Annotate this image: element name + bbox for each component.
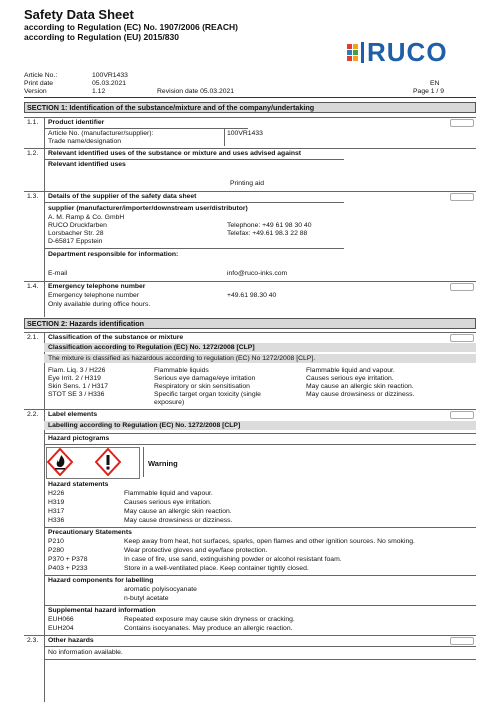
address-line-4: D-65817 Eppstein (48, 238, 103, 245)
class-code-4: STOT SE 3 / H336 (48, 391, 105, 398)
language-code: EN (430, 80, 440, 87)
revision-date: Revision date 05.03.2021 (157, 88, 235, 95)
subsection-2-3-number: 2.3. (27, 637, 39, 644)
hazard-code-1: H226 (48, 490, 65, 497)
class-category-4-continued: exposure) (154, 399, 185, 406)
class-category-3: Respiratory or skin sensitisation (154, 383, 250, 390)
class-category-2: Serious eye damage/eye irritation (154, 375, 256, 382)
precaution-code-2: P280 (48, 547, 64, 554)
logo-square-2 (353, 44, 358, 49)
precautionary-label: Precautionary Statements (48, 529, 132, 536)
class-statement-4: May cause drowsiness or dizziness. (306, 391, 415, 398)
checkbox-2-1 (450, 334, 474, 342)
ruco-logo (347, 39, 477, 65)
address-line-3: Lorsbacher Str. 28 (48, 230, 104, 237)
precaution-code-1: P210 (48, 538, 64, 545)
supplier-details-heading: Details of the supplier of the safety data sheet (48, 193, 197, 200)
components-label: Hazard components for labelling (48, 577, 154, 584)
hazard-text-4: May cause drowsiness or dizziness. (124, 517, 233, 524)
classification-heading: Classification of the substance or mixture (48, 334, 184, 341)
hazard-statements-label: Hazard statements (48, 481, 109, 488)
component-1: aromatic polyisocyanate (124, 586, 197, 593)
precaution-text-3: In case of fire, use sand, extinguishing powder or alcohol resistant foam. (124, 556, 342, 563)
office-hours-note: Only available during office hours. (48, 301, 151, 308)
subsection-1-3-number: 1.3. (27, 193, 39, 200)
class-category-4: Specific target organ toxicity (single (154, 391, 261, 398)
version-label: Version (24, 88, 47, 95)
relevant-uses-value: Printing aid (230, 180, 265, 187)
trade-name-label: Trade name/designation (48, 138, 122, 145)
section1-heading: SECTION 1: Identification of the substance/mixture and of the company/undertaking (24, 102, 476, 113)
hazard-text-2: Causes serious eye irritation. (124, 499, 212, 506)
article-label: Article No.: (24, 72, 58, 79)
hazard-code-3: H317 (48, 508, 65, 515)
logo-square-6 (353, 56, 358, 61)
precaution-text-2: Wear protective gloves and eye/face protection. (124, 547, 268, 554)
header-rule (24, 97, 476, 98)
email-value: info@ruco-inks.com (227, 270, 288, 277)
department-label: Department responsible for information: (48, 251, 179, 258)
flame-pictogram-icon (47, 448, 73, 476)
section2-heading: SECTION 2: Hazards identification (24, 318, 476, 329)
subsection-2-1-number: 2.1. (27, 334, 39, 341)
article-no-value: 100VR1433 (227, 130, 263, 137)
class-statement-1: Flammable liquid and vapour. (306, 367, 395, 374)
regulation-reach: according to Regulation (EC) No. 1907/2006 (REACH) (24, 22, 238, 32)
hazard-text-1: Flammable liquid and vapour. (124, 490, 213, 497)
address-line-1: A. M. Ramp & Co. GmbH (48, 214, 125, 221)
emergency-value: +49.61 98.30 40 (227, 292, 277, 299)
supplemental-code-2: EUH204 (48, 625, 74, 632)
labelling-clp-label: Labelling according to Regulation (EC) No. 1272/2008 [CLP] (48, 422, 241, 429)
logo-text: RUCO (367, 37, 448, 67)
checkbox-1-1 (450, 119, 474, 127)
class-statement-2: Causes serious eye irritation. (306, 375, 394, 382)
print-date-value: 05.03.2021 (92, 80, 127, 87)
other-hazards-value: No information available. (48, 649, 123, 656)
email-label: E-mail (48, 270, 68, 277)
emergency-heading: Emergency telephone number (48, 283, 146, 290)
clp-classification-label: Classification according to Regulation (EC) No. 1272/2008 [CLP] (48, 344, 255, 351)
hazard-code-2: H319 (48, 499, 65, 506)
telefax: Telefax: +49.61 98.3 22 88 (227, 230, 308, 237)
logo-square-1 (347, 44, 352, 49)
supplemental-label: Supplemental hazard information (48, 607, 156, 614)
address-line-2: RUCO Druckfarben (48, 222, 107, 229)
emergency-label: Emergency telephone number (48, 292, 140, 299)
exclamation-pictogram-icon (95, 448, 121, 476)
supplemental-text-2: Contains isocyanates. May produce an allergic reaction. (124, 625, 293, 632)
supplemental-code-1: EUH066 (48, 616, 74, 623)
print-date-label: Print date (24, 80, 54, 87)
article-value: 100VR1433 (92, 72, 128, 79)
hazard-text-3: May cause an allergic skin reaction. (124, 508, 232, 515)
label-elements-heading: Label elements (48, 411, 98, 418)
identified-uses-heading: Relevant identified uses of the substance or mixture and uses advised against (48, 150, 302, 157)
precaution-code-3: P370 + P378 (48, 556, 88, 563)
relevant-uses-label: Relevant identified uses (48, 161, 126, 168)
pictograms-label: Hazard pictograms (48, 435, 110, 442)
checkbox-1-3 (450, 193, 474, 201)
document-title: Safety Data Sheet (24, 7, 134, 22)
class-category-1: Flammable liquids (154, 367, 209, 374)
page-number: Page 1 / 9 (413, 88, 444, 95)
telephone: Telephone: +49 61 98 30 40 (227, 222, 312, 229)
other-hazards-heading: Other hazards (48, 637, 94, 644)
product-identifier-heading: Product identifier (48, 119, 105, 126)
logo-square-3 (347, 50, 352, 55)
logo-square-5 (347, 56, 352, 61)
num-col-line (44, 117, 45, 317)
subsection-1-1-number: 1.1. (27, 119, 39, 126)
article-no-label: Article No. (manufacturer/supplier): (48, 130, 154, 137)
signal-word: Warning (148, 459, 178, 468)
component-2: n-butyl acetate (124, 595, 169, 602)
version-value: 1.12 (92, 88, 106, 95)
subsection-2-2-number: 2.2. (27, 411, 39, 418)
subsection-1-4-number: 1.4. (27, 283, 39, 290)
precaution-code-4: P403 + P233 (48, 565, 88, 572)
checkbox-2-3 (450, 637, 474, 645)
mixture-note: The mixture is classified as hazardous according to regulation (EC) No 1272/2008 [CLP]. (48, 355, 316, 362)
class-statement-3: May cause an allergic skin reaction. (306, 383, 414, 390)
class-code-2: Eye Irrit. 2 / H319 (48, 375, 101, 382)
supplier-label: supplier (manufacturer/importer/downstream user/distributor) (48, 205, 248, 212)
hazard-code-4: H336 (48, 517, 65, 524)
checkbox-1-4 (450, 283, 474, 291)
regulation-eu: according to Regulation (EU) 2015/830 (24, 32, 179, 42)
subsection-1-2-number: 1.2. (27, 150, 39, 157)
checkbox-2-2 (450, 411, 474, 419)
precaution-text-4: Store in a well-ventilated place. Keep container tightly closed. (124, 565, 309, 572)
logo-square-4 (353, 50, 358, 55)
class-code-3: Skin Sens. 1 / H317 (48, 383, 109, 390)
class-code-1: Flam. Liq. 3 / H226 (48, 367, 106, 374)
supplemental-text-1: Repeated exposure may cause skin dryness or cracking. (124, 616, 295, 623)
precaution-text-1: Keep away from heat, hot surfaces, sparks, open flames and other ignition sources. No smoking. (124, 538, 415, 545)
logo-bar (361, 42, 364, 63)
